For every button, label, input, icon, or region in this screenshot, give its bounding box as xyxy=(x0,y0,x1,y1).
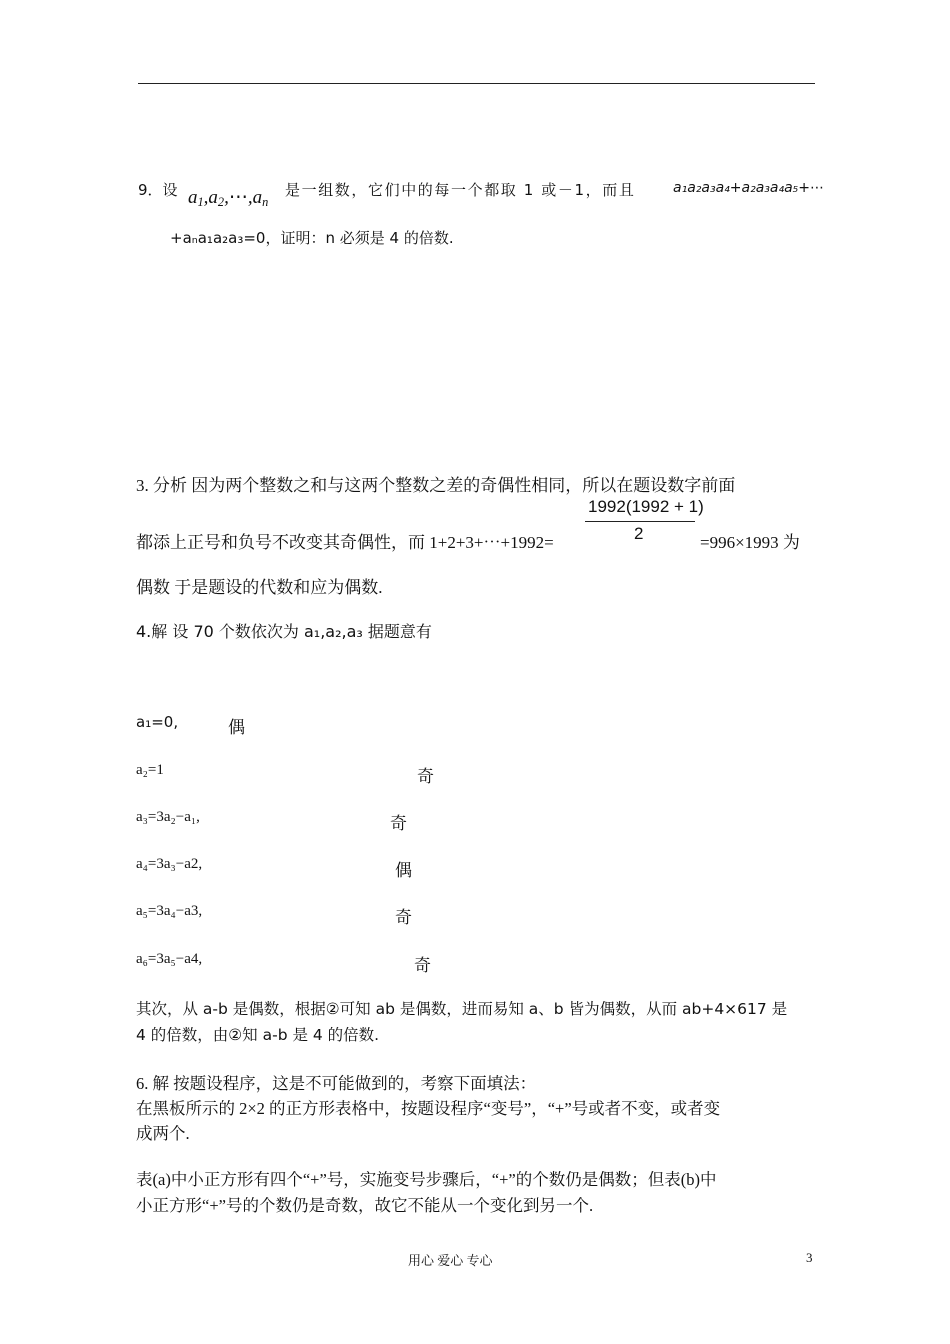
ans6-line3: 成两个. xyxy=(136,1124,190,1143)
recurrence-parity-6: 奇 xyxy=(414,956,431,975)
recurrence-expr-6: a₆=3a₅−a4, xyxy=(136,951,203,967)
ans4-follow-line1: 其次，从 a-b 是偶数，根据②可知 ab 是偶数，进而易知 a、b 皆为偶数，从而 ab+4×617 是 xyxy=(136,1000,788,1018)
ans6-line5: 小正方形“+”号的个数仍是奇数，故它不能从一个变化到另一个. xyxy=(136,1196,594,1215)
q9-expression: a₁a₂a₃a₄+a₂a₃a₄a₅+⋯ xyxy=(673,180,824,196)
recurrence-expr-5: a₅=3a₄−a3, xyxy=(136,903,203,919)
recurrence-expr-4: a₄=3a₃−a2, xyxy=(136,856,203,872)
ans6-line4: 表(a)中小正方形有四个“+”号，实施变号步骤后，“+”的个数仍是偶数；但表(b)中 xyxy=(136,1170,717,1189)
recurrence-expr-2: a₂=1 xyxy=(136,762,164,778)
q9-line2: +aₙa₁a₂a₃=0，证明：n 必须是 4 的倍数. xyxy=(170,229,454,247)
ans3-line3: 偶数 于是题设的代数和应为偶数. xyxy=(136,578,383,597)
recurrence-parity-2: 奇 xyxy=(417,767,434,786)
q9-text-mid: 是一组数，它们中的每一个都取 1 或－1，而且 xyxy=(285,181,636,199)
recurrence-expr-3: a₃=3a₂−a₁, xyxy=(136,809,200,825)
fraction-bar xyxy=(585,521,695,522)
page-number: 3 xyxy=(806,1250,813,1265)
ans3-line2-right: =996×1993 为 xyxy=(700,533,800,552)
recurrence-parity-1: 偶 xyxy=(228,718,245,737)
ans4-follow-line2: 4 的倍数，由②知 a-b 是 4 的倍数. xyxy=(136,1026,380,1044)
recurrence-parity-5: 奇 xyxy=(395,908,412,927)
ans4-intro: 4.解 设 70 个数依次为 a₁,a₂,a₃ 据题意有 xyxy=(136,622,432,641)
q9-number: 9．设 xyxy=(138,181,178,199)
header-rule xyxy=(138,83,815,84)
footer-center: 用心 爱心 专心 xyxy=(408,1253,493,1268)
recurrence-parity-3: 奇 xyxy=(390,814,407,833)
q9-sequence: $a_1,a_2,\cdots,a_n$ xyxy=(188,187,269,210)
fraction-numerator: 1992(1992 + 1) xyxy=(588,497,704,516)
ans3-line1: 3. 分析 因为两个整数之和与这两个整数之差的奇偶性相同，所以在题设数字前面 xyxy=(136,476,736,495)
recurrence-parity-4: 偶 xyxy=(395,861,412,880)
ans6-line2: 在黑板所示的 2×2 的正方形表格中，按题设程序“变号”，“+”号或者不变，或者变 xyxy=(136,1099,721,1118)
recurrence-expr-1: a₁=0, xyxy=(136,713,179,731)
ans6-line1: 6. 解 按题设程序，这是不可能做到的，考察下面填法： xyxy=(136,1074,537,1093)
ans3-line2-left: 都添上正号和负号不改变其奇偶性，而 1+2+3+⋯+1992= xyxy=(136,533,554,552)
fraction-denominator: 2 xyxy=(634,524,644,543)
